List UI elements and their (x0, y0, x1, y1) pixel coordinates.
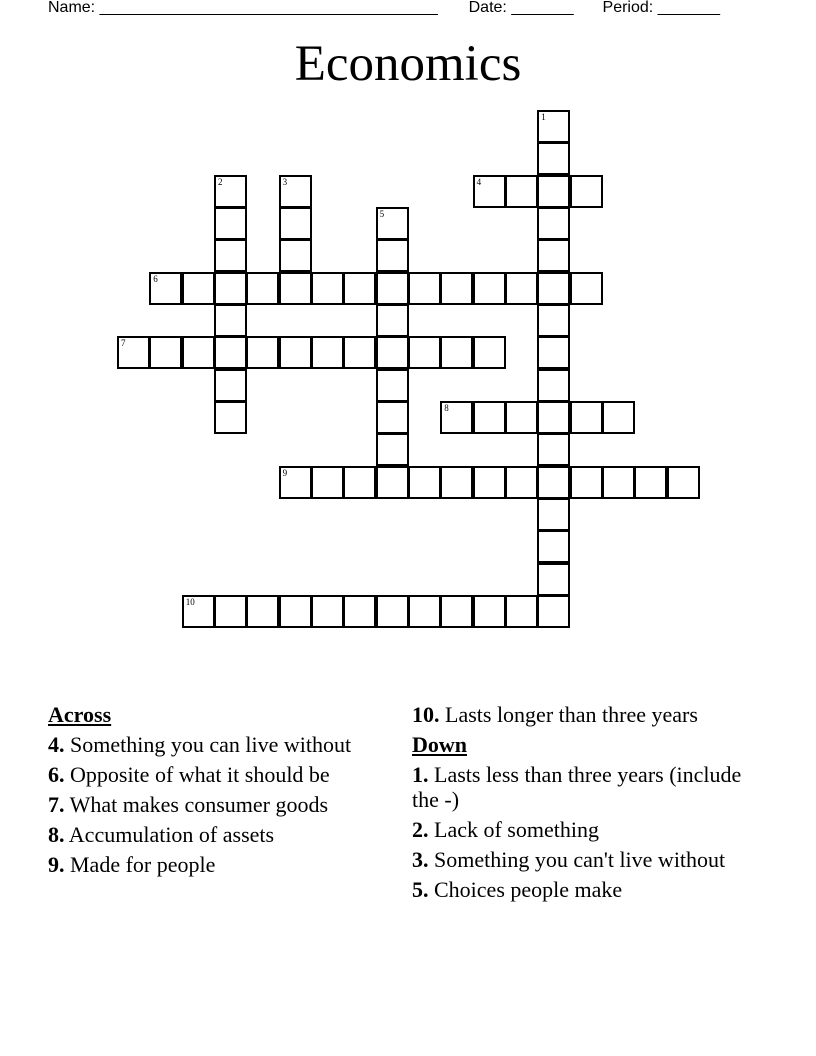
crossword-cell[interactable] (279, 207, 312, 240)
page-title: Economics (294, 36, 522, 92)
crossword-cell[interactable] (537, 207, 570, 240)
crossword-cell[interactable] (505, 595, 538, 628)
crossword-cell[interactable] (537, 304, 570, 337)
crossword-cell[interactable] (279, 336, 312, 369)
crossword-cell[interactable] (343, 336, 376, 369)
crossword-cell[interactable] (117, 336, 150, 369)
crossword-cell[interactable] (376, 207, 409, 240)
crossword-cell[interactable] (570, 401, 603, 434)
clue-text: What makes consumer goods (69, 792, 329, 817)
cell-number: 1 (541, 112, 546, 122)
crossword-cell[interactable] (473, 595, 506, 628)
clue-text: Opposite of what it should be (70, 762, 330, 787)
crossword-cell[interactable] (537, 595, 570, 628)
crossword-cell[interactable] (279, 272, 312, 305)
clue-text: Choices people make (434, 877, 623, 902)
date-field[interactable]: _______ (511, 0, 574, 16)
cell-number: 3 (282, 176, 288, 187)
crossword-cell[interactable] (343, 466, 376, 499)
crossword-cell[interactable] (440, 401, 473, 434)
clues-column-left (48, 702, 378, 882)
clue-number: 2. (412, 817, 429, 842)
crossword-cell[interactable] (182, 336, 215, 369)
crossword-cell[interactable] (214, 239, 247, 272)
crossword-cell[interactable] (376, 369, 409, 402)
down-heading: Down (412, 732, 468, 757)
clue-text: Lasts less than three years (include the -) (412, 762, 742, 812)
crossword-cell[interactable] (376, 433, 409, 466)
crossword-cell[interactable] (246, 595, 279, 628)
crossword-cell[interactable] (440, 466, 473, 499)
across-clue (48, 822, 378, 847)
crossword-cell[interactable] (376, 466, 409, 499)
cell-number: 10 (185, 597, 195, 607)
cell-number: 7 (121, 338, 126, 349)
crossword-cell[interactable] (214, 595, 247, 628)
crossword-cell[interactable] (311, 272, 344, 305)
crossword-cell[interactable] (537, 433, 570, 466)
crossword-cell[interactable] (376, 239, 409, 272)
crossword-cell[interactable] (214, 207, 247, 240)
crossword-cell[interactable] (182, 595, 215, 628)
cell-number: 4 (476, 176, 482, 187)
crossword-cell[interactable] (343, 595, 376, 628)
clue-number: 9. (48, 852, 65, 877)
clue-number: 6. (48, 762, 65, 787)
crossword-cell[interactable] (505, 466, 538, 499)
across-clue (48, 762, 378, 787)
crossword-cell[interactable] (408, 466, 441, 499)
across-heading: Across (48, 702, 112, 727)
crossword-cell[interactable] (279, 239, 312, 272)
down-clue (412, 817, 757, 842)
clue-text: Accumulation of assets (68, 822, 275, 847)
across-clue (48, 732, 378, 757)
crossword-cell[interactable] (537, 336, 570, 369)
clue-number: 7. (48, 792, 65, 817)
across-clue (48, 792, 378, 817)
crossword-cell[interactable] (408, 336, 441, 369)
crossword-cell[interactable] (311, 336, 344, 369)
crossword-cell[interactable] (473, 466, 506, 499)
down-clue (412, 762, 757, 812)
clue-number: 1. (412, 762, 429, 787)
crossword-cell[interactable] (246, 336, 279, 369)
clue-text: Lack of something (434, 817, 599, 842)
crossword-cell[interactable] (602, 401, 635, 434)
crossword-cell[interactable] (182, 272, 215, 305)
crossword-cell[interactable] (408, 595, 441, 628)
crossword-cell[interactable] (537, 369, 570, 402)
crossword-cell[interactable] (570, 272, 603, 305)
crossword-cell[interactable] (214, 272, 247, 305)
down-clue (412, 847, 757, 872)
clue-number: 5. (412, 877, 429, 902)
crossword-cell[interactable] (279, 175, 312, 208)
crossword-cell[interactable] (537, 175, 570, 208)
crossword-cell[interactable] (149, 336, 182, 369)
crossword-cell[interactable] (473, 401, 506, 434)
crossword-cell[interactable] (537, 466, 570, 499)
cell-number: 5 (379, 209, 385, 219)
cell-number: 9 (282, 467, 288, 478)
crossword-cell[interactable] (537, 272, 570, 305)
crossword-cell[interactable] (537, 239, 570, 272)
crossword-cell[interactable] (376, 401, 409, 434)
crossword-cell[interactable] (505, 175, 538, 208)
crossword-cell[interactable] (408, 272, 441, 305)
clues-column-right (412, 702, 757, 907)
crossword-cell[interactable] (537, 498, 570, 531)
crossword-cell[interactable] (279, 466, 312, 499)
crossword-cell[interactable] (570, 466, 603, 499)
crossword-cell[interactable] (311, 595, 344, 628)
crossword-cell[interactable] (473, 336, 506, 369)
crossword-cell[interactable] (376, 336, 409, 369)
cell-number: 2 (218, 176, 223, 187)
crossword-cell[interactable] (343, 272, 376, 305)
crossword-cell[interactable] (376, 595, 409, 628)
crossword-cell[interactable] (214, 401, 247, 434)
crossword-cell[interactable] (537, 110, 570, 143)
crossword-cell[interactable] (246, 272, 279, 305)
clue-number: 3. (412, 847, 429, 872)
crossword-cell[interactable] (279, 595, 312, 628)
period-field[interactable]: _______ (657, 0, 720, 16)
crossword-cell[interactable] (214, 336, 247, 369)
clue-text: Something you can live without (70, 732, 352, 757)
crossword-cell[interactable] (440, 595, 473, 628)
clue-number: 10. (412, 702, 440, 727)
crossword-cell[interactable] (667, 466, 700, 499)
crossword-cell[interactable] (537, 401, 570, 434)
crossword-cell[interactable] (149, 272, 182, 305)
crossword-cell[interactable] (440, 272, 473, 305)
name-label: Name: (48, 0, 96, 16)
clue-number: 8. (48, 822, 65, 847)
clue-text: Something you can't live without (434, 847, 726, 872)
clue-number: 4. (48, 732, 65, 757)
name-field[interactable]: ______________________________________ (99, 0, 438, 16)
crossword-cell[interactable] (634, 466, 667, 499)
crossword-cell[interactable] (537, 530, 570, 563)
crossword-cell[interactable] (473, 175, 506, 208)
crossword-cell[interactable] (505, 272, 538, 305)
crossword-cell[interactable] (537, 142, 570, 175)
crossword-cell[interactable] (602, 466, 635, 499)
across-clue (412, 702, 757, 727)
date-label: Date: (468, 0, 507, 16)
crossword-cell[interactable] (214, 175, 247, 208)
crossword-cell[interactable] (440, 336, 473, 369)
crossword-cell[interactable] (505, 401, 538, 434)
crossword-cell[interactable] (537, 563, 570, 596)
crossword-cell[interactable] (214, 369, 247, 402)
clue-text: Lasts longer than three years (445, 702, 698, 727)
crossword-cell[interactable] (376, 304, 409, 337)
period-label: Period: (602, 0, 654, 16)
crossword-cell[interactable] (311, 466, 344, 499)
across-clue (48, 852, 378, 877)
crossword-cell[interactable] (376, 272, 409, 305)
crossword-cell[interactable] (473, 272, 506, 305)
crossword-cell[interactable] (570, 175, 603, 208)
cell-number: 8 (444, 403, 449, 413)
crossword-cell[interactable] (214, 304, 247, 337)
down-clue (412, 877, 757, 902)
cell-number: 6 (153, 273, 158, 284)
clue-text: Made for people (70, 852, 216, 877)
